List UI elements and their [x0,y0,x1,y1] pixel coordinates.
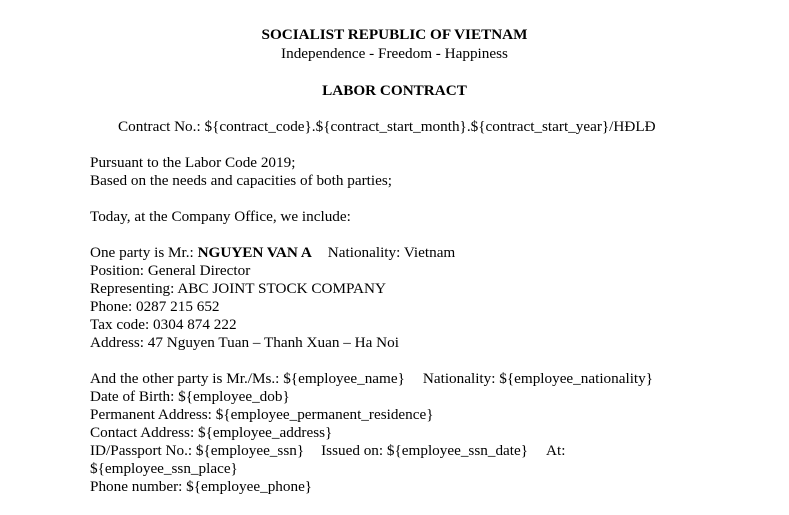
party-a-address: Address: 47 Nguyen Tuan – Thanh Xuan – Ha Noi [90,334,399,351]
party-a-tax-code: Tax code: 0304 874 222 [90,316,237,333]
contract-number-line [118,118,656,136]
party-b-issued-place: ${employee_ssn_place} [90,460,238,477]
party-a-name: NGUYEN VAN A [197,244,312,261]
party-b-name-line [90,370,653,388]
party-a-position: Position: General Director [90,262,251,279]
party-b-phone: Phone number: ${employee_phone} [90,478,313,495]
document-title: LABOR CONTRACT [322,82,467,99]
party-b-issued-at: At: [546,442,566,459]
party-a-representing: Representing: ABC JOINT STOCK COMPANY [90,280,386,297]
party-b-nationality: Nationality: ${employee_nationality} [422,370,654,387]
party-b-issued-on: Issued on: ${employee_ssn_date} [321,442,529,459]
party-a-phone: Phone: 0287 215 652 [90,298,220,315]
party-a-name-line [90,244,455,262]
party-b-id: ID/Passport No.: ${employee_ssn} [90,442,305,459]
party-b-contact-address: Contact Address: ${employee_address} [90,424,333,441]
party-b-name: And the other party is Mr./Ms.: ${employee_name} [90,370,405,387]
national-motto: Independence - Freedom - Happiness [281,45,508,62]
party-b-dob: Date of Birth: ${employee_dob} [90,388,290,405]
party-a-nationality: Nationality: Vietnam [327,244,456,261]
preamble-line-3: Today, at the Company Office, we include: [90,208,351,225]
contract-number-label: Contract No.: [118,118,205,135]
country-heading: SOCIALIST REPUBLIC OF VIETNAM [261,26,528,43]
party-a-name-label: One party is Mr.: [90,244,198,261]
contract-number-value: ${contract_code}.${contract_start_month}.${contract_start_year}/HĐLĐ [204,118,656,135]
party-b-id-line [90,442,565,460]
party-b-permanent-address: Permanent Address: ${employee_permanent_residence} [90,406,434,423]
preamble-line-1: Pursuant to the Labor Code 2019; [90,154,296,171]
preamble-line-2: Based on the needs and capacities of both parties; [90,172,392,189]
